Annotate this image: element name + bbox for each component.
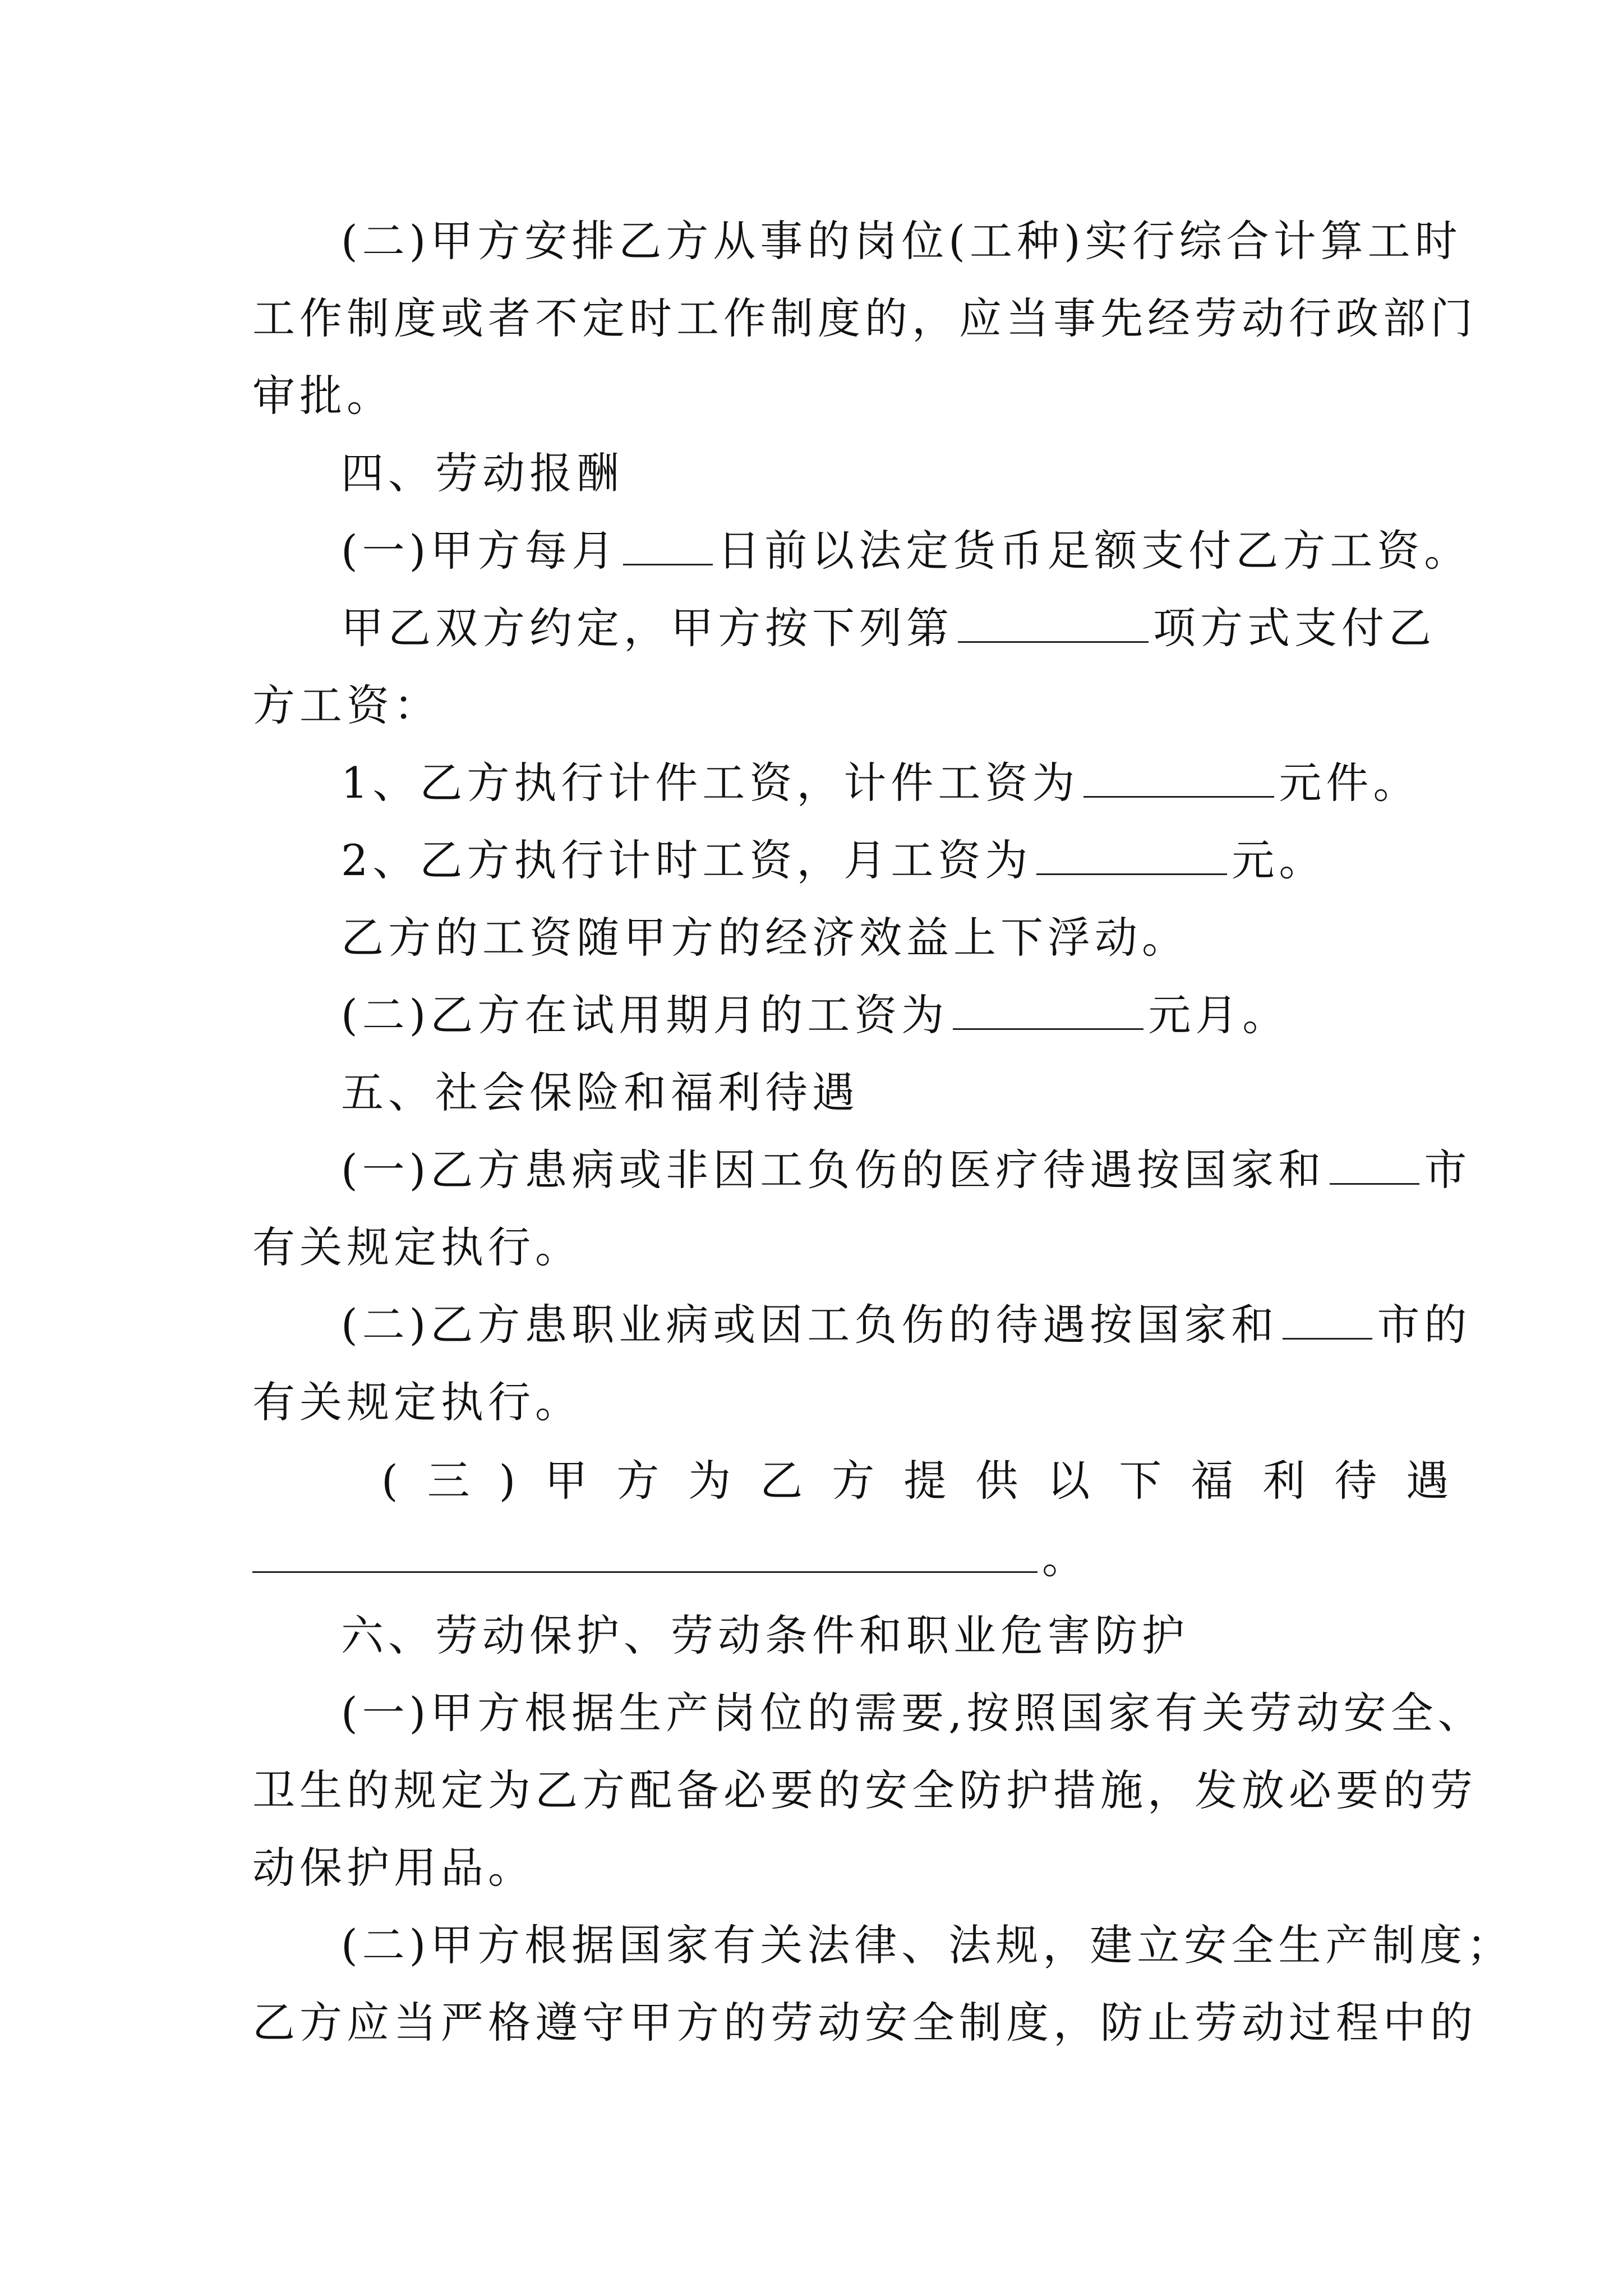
line-text: (二)乙方在试用期月的工资为 <box>341 990 949 1040</box>
fill-in-blank[interactable] <box>1330 1146 1419 1185</box>
paragraph-line <box>341 523 1472 579</box>
paragraph-line: (二)甲方根据国家有关法律、法规，建立安全生产制度； <box>341 1920 1514 1970</box>
fill-in-blank[interactable] <box>623 527 713 565</box>
line-text: 元月。 <box>1148 990 1290 1040</box>
fill-in-blank[interactable] <box>252 1534 1038 1573</box>
section-heading: 五、社会保险和福利待遇 <box>341 1068 859 1117</box>
line-text: (二)乙方患职业病或因工负伤的待遇按国家和 <box>341 1300 1279 1350</box>
line-text: 2、乙方执行计时工资，月工资为 <box>341 835 1032 885</box>
paragraph-line <box>341 755 1421 811</box>
paragraph-line <box>341 1297 1472 1353</box>
paragraph-line: (二)甲方安排乙方从事的岗位(工种)实行综合计算工时 <box>341 216 1462 266</box>
fill-in-blank[interactable] <box>1083 759 1274 798</box>
paragraph-line: 乙方应当严格遵守甲方的劳动安全制度，防止劳动过程中的 <box>252 1998 1477 2047</box>
fill-in-blank[interactable] <box>1036 836 1227 875</box>
paragraph-line: 方工资： <box>252 680 441 730</box>
section-heading: 四、劳动报酬 <box>341 448 624 498</box>
line-text: 元件。 <box>1279 758 1421 808</box>
fill-in-blank[interactable] <box>958 604 1149 643</box>
line-text: 市 <box>1424 1145 1472 1195</box>
line-text: 日前以法定货币足额支付乙方工资。 <box>717 526 1472 576</box>
paragraph-line: (三)甲方为乙方提供以下福利待遇 <box>381 1456 1478 1506</box>
paragraph-line: 工作制度或者不定时工作制度的，应当事先经劳动行政部门 <box>252 293 1477 343</box>
paragraph-line <box>341 987 1385 1043</box>
paragraph-line <box>341 600 1436 656</box>
paragraph-line: 动保护用品。 <box>252 1843 535 1893</box>
line-text: (一)甲方每月 <box>341 526 619 576</box>
paragraph-line <box>252 1530 1385 1586</box>
section-heading: 六、劳动保护、劳动条件和职业危害防护 <box>341 1611 1189 1660</box>
paragraph-line: 有关规定执行。 <box>252 1377 582 1427</box>
paragraph-line: (一)甲方根据生产岗位的需要,按照国家有关劳动安全、 <box>341 1688 1485 1738</box>
fill-in-blank[interactable] <box>1283 1301 1372 1340</box>
line-text: (一)乙方患病或非因工负伤的医疗待遇按国家和 <box>341 1145 1326 1195</box>
paragraph-line: 有关规定执行。 <box>252 1222 582 1272</box>
line-text: 甲乙双方约定，甲方按下列第 <box>341 603 953 653</box>
paragraph-line: 卫生的规定为乙方配备必要的安全防护措施，发放必要的劳 <box>252 1765 1477 1815</box>
line-text: 1、乙方执行计件工资，计件工资为 <box>341 758 1080 808</box>
fill-in-blank[interactable] <box>953 991 1144 1030</box>
paragraph-line <box>341 1142 1472 1198</box>
line-text: 项方式支付乙 <box>1153 603 1436 653</box>
line-text: 。 <box>1042 1533 1089 1583</box>
line-text: 市的 <box>1377 1300 1472 1350</box>
paragraph-line <box>341 832 1385 889</box>
paragraph-line: 乙方的工资随甲方的经济效益上下浮动。 <box>341 913 1189 963</box>
line-text: 元。 <box>1232 835 1326 885</box>
paragraph-line: 审批。 <box>252 371 394 421</box>
